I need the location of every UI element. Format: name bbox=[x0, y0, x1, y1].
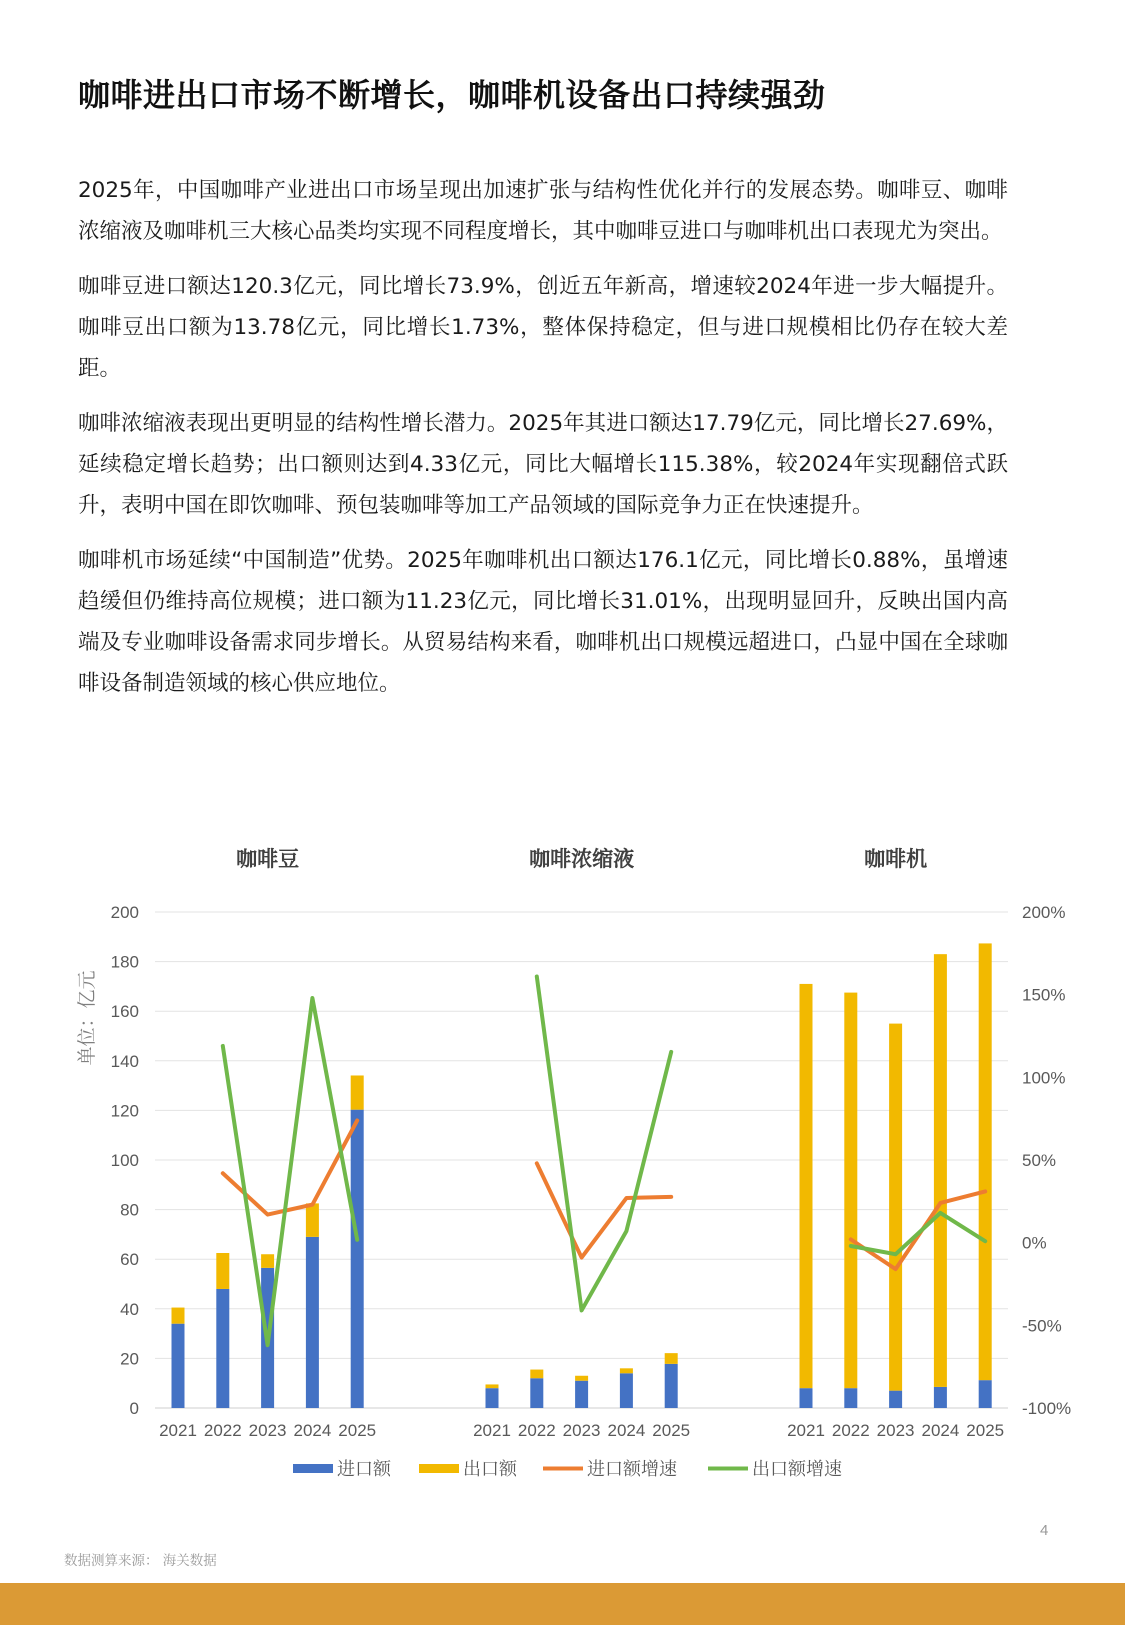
x-tick-label: 2025 bbox=[652, 1421, 691, 1440]
paragraph: 咖啡浓缩液表现出更明显的结构性增长潜力。2025年其进口额达17.79亿元，同比增长27.69%，延续稳定增长趋势；出口额则达到4.33亿元，同比大幅增长115.38%，较2024年实现翻倍式跃升，表明中国在即饮咖啡、预包装咖啡等加工产品领域的国际竞争力正在快速提升。 bbox=[78, 411, 1008, 518]
y-right-tick-label: 0% bbox=[1022, 1233, 1047, 1253]
import-bar bbox=[351, 1110, 364, 1408]
export-bar bbox=[351, 1075, 364, 1109]
export-bar bbox=[306, 1203, 319, 1236]
import-bar bbox=[306, 1237, 319, 1408]
legend-swatch bbox=[293, 1464, 333, 1473]
legend-swatch bbox=[419, 1464, 459, 1473]
import-bar bbox=[486, 1388, 499, 1408]
growth-lines bbox=[223, 976, 985, 1345]
x-tick-label: 2022 bbox=[517, 1421, 556, 1440]
y-left-tick-label: 40 bbox=[120, 1299, 139, 1319]
y-left-tick-label: 120 bbox=[110, 1101, 139, 1121]
paragraph: 咖啡机市场延续“中国制造”优势。2025年咖啡机出口额达176.1亿元，同比增长0.88%，虽增速趋缓但仍维持高位规模；进口额为11.23亿元，同比增长31.01%，出现明显回升，反映出国内高端及专业咖啡设备需求同步增长。从贸易结构来看，咖啡机出口规模远超进口，凸显中国在全球咖啡设备制造领域的核心供应地位。 bbox=[78, 548, 1008, 696]
y-right-tick-label: 50% bbox=[1022, 1151, 1057, 1170]
legend-label: 进口额 bbox=[337, 1459, 391, 1480]
trade-chart bbox=[0, 830, 1125, 1490]
import-bar bbox=[934, 1387, 947, 1408]
y-axis-unit-label: 单位：亿元 bbox=[76, 970, 98, 1066]
import-bar bbox=[620, 1373, 633, 1408]
page-number: 4 bbox=[1040, 1522, 1049, 1539]
import-bar bbox=[665, 1364, 678, 1408]
export-bar bbox=[934, 954, 947, 1387]
export-growth-line bbox=[223, 998, 357, 1345]
y-left-tick-label: 100 bbox=[110, 1151, 139, 1170]
export-bar bbox=[844, 993, 857, 1389]
import-bar bbox=[530, 1378, 543, 1408]
import-bar bbox=[216, 1289, 229, 1408]
bars bbox=[172, 943, 992, 1408]
page-title: 咖啡进出口市场不断增长，咖啡机设备出口持续强劲 bbox=[78, 76, 826, 114]
y-right-tick-label: 200% bbox=[1022, 903, 1066, 922]
x-tick-label: 2022 bbox=[831, 1421, 870, 1440]
import-bar bbox=[889, 1391, 902, 1408]
export-bar bbox=[979, 943, 992, 1380]
import-bar bbox=[172, 1324, 185, 1408]
y-left-tick-label: 140 bbox=[110, 1051, 139, 1071]
x-tick-label: 2025 bbox=[966, 1421, 1005, 1440]
export-bar bbox=[261, 1254, 274, 1268]
export-bar bbox=[575, 1376, 588, 1381]
y-left-tick-label: 200 bbox=[110, 903, 139, 922]
x-tick-label: 2023 bbox=[248, 1421, 287, 1440]
export-bar bbox=[486, 1384, 499, 1388]
y-left-tick-label: 80 bbox=[120, 1200, 139, 1220]
legend-label: 出口额 bbox=[463, 1459, 517, 1480]
export-bar bbox=[216, 1253, 229, 1289]
y-right-tick-label: -50% bbox=[1022, 1316, 1062, 1336]
export-bar bbox=[889, 1024, 902, 1391]
group-title: 咖啡豆 bbox=[236, 847, 300, 871]
x-tick-label: 2025 bbox=[338, 1421, 377, 1440]
y-right-tick-label: 100% bbox=[1022, 1068, 1066, 1088]
legend bbox=[293, 1459, 842, 1480]
x-tick-label: 2024 bbox=[921, 1421, 960, 1440]
x-tick-label: 2023 bbox=[876, 1421, 915, 1440]
import-bar bbox=[575, 1381, 588, 1408]
export-bar bbox=[530, 1370, 543, 1379]
x-tick-label: 2024 bbox=[607, 1421, 646, 1440]
gridlines bbox=[155, 912, 1008, 1408]
paragraph: 2025年，中国咖啡产业进出口市场呈现出加速扩张与结构性优化并行的发展态势。咖啡豆、咖啡浓缩液及咖啡机三大核心品类均实现不同程度增长，其中咖啡豆进口与咖啡机出口表现尤为突出。 bbox=[78, 178, 1008, 244]
export-bar bbox=[620, 1368, 633, 1373]
import-bar bbox=[800, 1388, 813, 1408]
export-growth-line bbox=[537, 976, 671, 1310]
legend-label: 出口额增速 bbox=[752, 1459, 842, 1480]
x-tick-label: 2021 bbox=[159, 1421, 197, 1440]
x-tick-label: 2021 bbox=[473, 1421, 511, 1440]
footer-band bbox=[0, 1583, 1125, 1625]
x-tick-label: 2023 bbox=[562, 1421, 601, 1440]
export-bar bbox=[172, 1308, 185, 1324]
y-left-tick-label: 60 bbox=[120, 1250, 139, 1270]
y-left-tick-label: 180 bbox=[110, 952, 139, 972]
import-growth-line bbox=[537, 1163, 671, 1257]
body-text bbox=[78, 170, 1008, 718]
data-source: 数据测算来源： 海关数据 bbox=[64, 1553, 217, 1569]
y-right-tick-label: 150% bbox=[1022, 985, 1066, 1005]
export-growth-line bbox=[851, 1213, 985, 1254]
export-bar bbox=[800, 984, 813, 1388]
group-title: 咖啡机 bbox=[864, 847, 928, 871]
y-right-tick-label: -100% bbox=[1022, 1399, 1072, 1418]
paragraph: 咖啡豆进口额达120.3亿元，同比增长73.9%，创近五年新高，增速较2024年进一步大幅提升。咖啡豆出口额为13.78亿元，同比增长1.73%，整体保持稳定，但与进口规模相比仍存在较大差距。 bbox=[78, 274, 1008, 381]
x-tick-label: 2022 bbox=[203, 1421, 242, 1440]
legend-label: 进口额增速 bbox=[587, 1459, 677, 1480]
import-bar bbox=[844, 1388, 857, 1408]
x-tick-label: 2024 bbox=[293, 1421, 332, 1440]
y-left-tick-label: 20 bbox=[120, 1349, 139, 1369]
import-bar bbox=[979, 1380, 992, 1408]
export-bar bbox=[665, 1353, 678, 1364]
y-left-tick-label: 160 bbox=[110, 1002, 139, 1022]
group-title: 咖啡浓缩液 bbox=[529, 847, 635, 871]
y-left-tick-label: 0 bbox=[129, 1399, 139, 1418]
x-tick-label: 2021 bbox=[787, 1421, 825, 1440]
